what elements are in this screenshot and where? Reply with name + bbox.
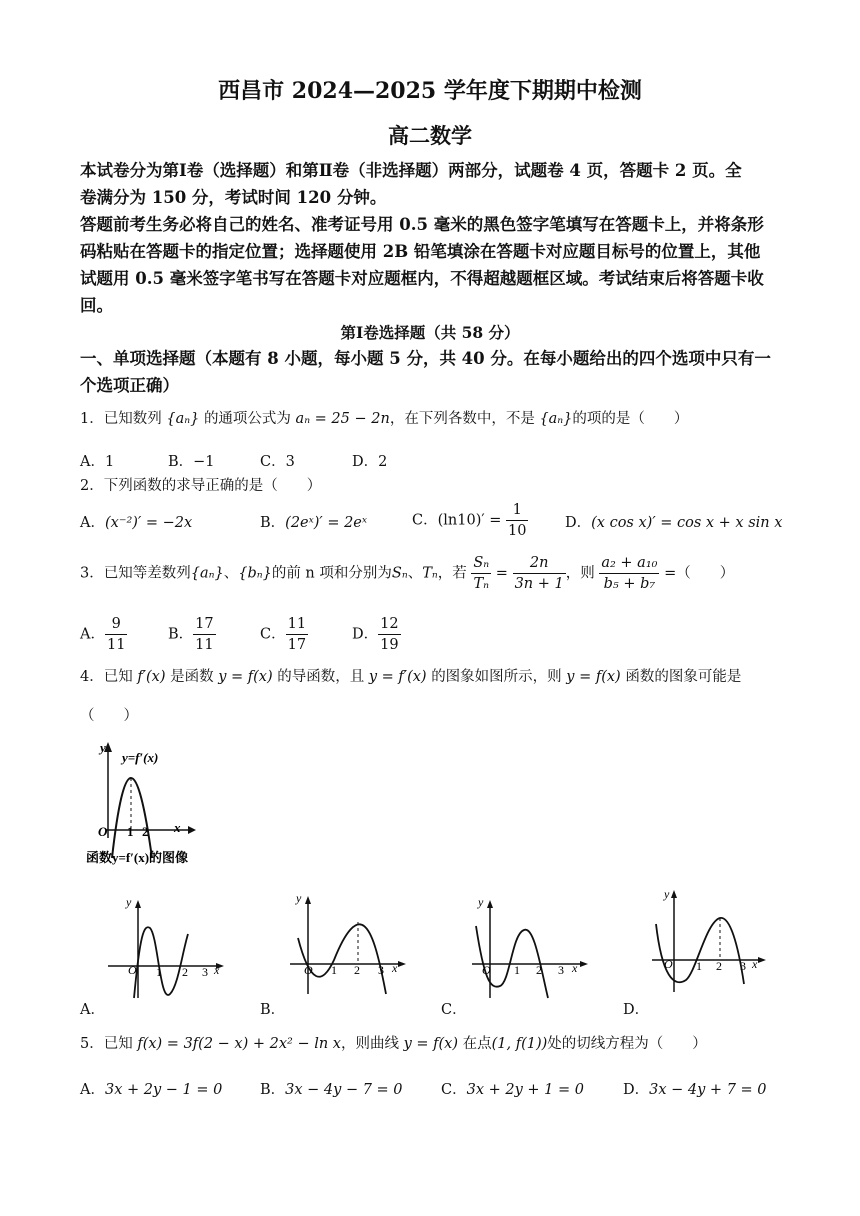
q-text: 已知 [103, 669, 133, 685]
q1-option-c[interactable] [260, 450, 295, 471]
option-label: D． [352, 454, 379, 470]
numerator: 2n [513, 553, 566, 574]
option-value: 3x − 4y + 7 = 0 [649, 1082, 767, 1098]
question-number: 5． [80, 1036, 104, 1052]
q-text: ，则曲线 [340, 1036, 399, 1052]
option-label: A． [80, 454, 105, 470]
q-text: ，若 [437, 565, 467, 582]
q4-graph-d [648, 888, 774, 994]
tick-2: 2 [142, 824, 149, 839]
q-text: 已知 [103, 1036, 133, 1052]
q-text: 已知数列 [103, 411, 162, 427]
q-text: 下列函数的求导正确的是（ ） [103, 478, 322, 494]
origin-label: O [482, 963, 491, 977]
q-text: = [495, 565, 508, 582]
math-seq: {aₙ} [166, 411, 200, 427]
q-text: 的通项公式为 [203, 411, 291, 427]
q1-option-a[interactable] [80, 450, 114, 471]
q-text: 的图象如图所示，则 [431, 669, 562, 685]
part1-line: 一、单项选择题（本题有 8 小题，每小题 5 分，共 40 分。在每小题给出的四个选项中只有一 [80, 349, 771, 368]
section-title: 第Ⅰ卷选择题（共 58 分） [340, 323, 520, 342]
subject-title: 高二数学 [388, 123, 472, 148]
q3-option-b[interactable] [168, 614, 216, 655]
denominator: 11 [195, 637, 214, 653]
option-label: D． [352, 626, 379, 643]
question-2 [80, 474, 321, 498]
option-value: (2eˣ)′ = 2eˣ [285, 515, 368, 531]
option-label: A． [80, 515, 105, 531]
q-text: 函数的图象可能是 [625, 669, 742, 685]
option-value: (x⁻²)′ = −2x [104, 515, 193, 531]
fraction [506, 500, 528, 541]
fraction [599, 553, 659, 594]
question-5 [80, 1032, 707, 1056]
numerator: Sₙ [471, 553, 491, 574]
numerator: a₂ + a₁₀ [599, 553, 659, 574]
math-seq: {aₙ} [539, 411, 573, 427]
q-text: 的导函数，且 [277, 669, 365, 685]
denominator: 3n + 1 [514, 576, 564, 592]
q1-option-d[interactable] [352, 450, 387, 471]
math-formula: y = f(x) [403, 1036, 458, 1052]
origin-label: O [664, 957, 673, 971]
fraction [193, 614, 215, 655]
fraction [105, 614, 127, 655]
option-value: 1 [104, 454, 115, 470]
denominator: 10 [508, 523, 527, 539]
tick-1: 1 [127, 824, 134, 839]
x-label: x [752, 957, 758, 971]
derivative-graph [84, 738, 204, 866]
instructions [80, 157, 790, 319]
instr-line: 码粘贴在答题卡的指定位置；选择题使用 2B 铅笔填涂在答题卡对应题目标号的位置上，其他 [80, 242, 761, 261]
origin-label: O [128, 963, 137, 977]
question-1 [80, 407, 688, 431]
fraction [378, 614, 400, 655]
exam-title: 西昌市 2024—2025 学年度下期期中检测 [218, 78, 642, 104]
x-label: x [572, 961, 578, 975]
option-label: D． [623, 1082, 650, 1098]
tick-2: 2 [354, 963, 360, 977]
question-number: 1． [80, 411, 104, 427]
math-formula: y = f′(x) [368, 669, 427, 685]
q4-graph-c [468, 894, 594, 1000]
q-text: 、 [407, 565, 423, 582]
option-label: B． [260, 515, 286, 531]
x-axis-arrow [580, 961, 588, 967]
x-axis-arrow [758, 957, 766, 963]
tick-3: 3 [378, 963, 384, 977]
option-label: A． [80, 626, 105, 643]
y-label: y [296, 891, 302, 905]
fraction [513, 553, 566, 594]
math-formula: f(x) = 3f(2 − x) + 2x² − ln x [137, 1036, 341, 1052]
fraction [471, 553, 491, 594]
x-label: x [214, 963, 220, 977]
instr-line: 答题前考生务必将自己的姓名、准考证号用 0.5 毫米的黑色签字笔填写在答题卡上，并将条形 [80, 215, 764, 234]
option-value: 3x − 4y − 7 = 0 [285, 1082, 403, 1098]
numerator: 1 [506, 500, 528, 521]
derivative-curve [112, 778, 152, 858]
option-label: D． [565, 515, 592, 531]
tick-2: 2 [536, 963, 542, 977]
math-seq: {aₙ} [190, 565, 224, 582]
option-label: B． [260, 1082, 286, 1098]
q4-option-c[interactable]: C． [441, 1002, 467, 1018]
q5-option-d[interactable] [623, 1078, 767, 1099]
q-text: ，则 [565, 565, 595, 582]
q2-option-c[interactable] [412, 500, 528, 541]
denominator: 11 [106, 637, 126, 653]
numerator: 12 [378, 614, 400, 635]
instr-line: 本试卷分为第Ⅰ卷（选择题）和第Ⅱ卷（非选择题）两部分，试题卷 4 页，答题卡 2 页。全 [80, 161, 742, 180]
origin-label: O [304, 963, 313, 977]
tick-2: 2 [182, 965, 188, 979]
q-text: 已知等差数列 [103, 565, 191, 582]
math-formula: aₙ = 25 − 2n [295, 411, 390, 427]
part1-heading [80, 345, 790, 399]
denominator: 17 [287, 637, 307, 653]
x-axis-arrow [398, 961, 406, 967]
numerator: 9 [105, 614, 127, 635]
option-value: 2 [378, 454, 388, 470]
question-4 [80, 665, 741, 689]
q2-option-a[interactable] [80, 511, 192, 532]
q4-graph-a [104, 894, 230, 1000]
option-label: C． [260, 454, 286, 470]
numerator: 11 [286, 614, 308, 635]
graph-caption: 函数y=f′(x)的图像 [86, 850, 189, 865]
q3-option-d[interactable] [352, 614, 401, 655]
q5-option-b[interactable] [260, 1078, 403, 1099]
option-label: A． [80, 1082, 105, 1098]
q4-option-a[interactable]: A． [80, 1002, 105, 1018]
instr-line: 回。 [80, 296, 113, 315]
question-4-paren: （ ） [80, 708, 138, 724]
math-tn: Tₙ [422, 565, 438, 582]
tick-1: 1 [331, 963, 337, 977]
denominator: 19 [380, 637, 399, 653]
option-label: C． [412, 512, 438, 529]
option-label: C． [260, 626, 286, 643]
option-value: 3 [285, 454, 295, 470]
math-sn: Sₙ [391, 565, 408, 582]
instr-line: 卷满分为 150 分，考试时间 120 分钟。 [80, 188, 387, 207]
q4-graph-b [286, 890, 412, 996]
y-label: y [664, 888, 670, 901]
tick-1: 1 [156, 965, 162, 979]
math-point: (1, f(1)) [491, 1036, 548, 1052]
tick-1: 1 [696, 959, 702, 973]
y-axis-arrow [305, 896, 311, 904]
q2-option-d[interactable] [565, 511, 782, 532]
curve [656, 918, 744, 984]
q2-option-b[interactable] [260, 511, 367, 532]
numerator: 17 [193, 614, 215, 635]
curve [134, 927, 188, 998]
q-text: 的项的是（ ） [572, 411, 689, 427]
q1-option-b[interactable] [168, 450, 215, 471]
q5-option-a[interactable] [80, 1078, 222, 1099]
instr-line: 试题用 0.5 毫米签字笔书写在答题卡对应题框内，不得超越题框区域。考试结束后将答题卡收 [80, 269, 764, 288]
option-label: C． [441, 1082, 467, 1098]
denominator: Tₙ [473, 576, 490, 592]
q-text: ，在下列各数中，不是 [389, 411, 535, 427]
q4-option-b[interactable]: B． [260, 1002, 286, 1018]
curve [476, 926, 548, 998]
math-formula: y = f(x) [218, 669, 273, 685]
tick-3: 3 [558, 963, 564, 977]
option-value: (ln10)′ = [437, 512, 502, 529]
q-text: 、 [223, 565, 239, 582]
q-text: 的前 n 项和分别为 [271, 565, 392, 582]
option-value: −1 [193, 454, 215, 470]
q5-option-c[interactable] [441, 1078, 584, 1099]
math-formula: y = f(x) [566, 669, 621, 685]
denominator: b₅ + b₇ [603, 576, 656, 592]
q-text: 在点 [462, 1036, 492, 1052]
math-seq: {bₙ} [238, 565, 272, 582]
math-formula: f′(x) [137, 669, 166, 685]
x-label: x [174, 820, 181, 835]
question-number: 4． [80, 669, 104, 685]
tick-2: 2 [716, 959, 722, 973]
x-axis-arrow [188, 826, 196, 834]
part1-line: 个选项正确） [80, 376, 179, 395]
tick-3: 3 [202, 965, 208, 979]
question-number: 2． [80, 478, 104, 494]
y-label: y [100, 740, 106, 755]
option-label: B． [168, 454, 194, 470]
y-axis-arrow [135, 900, 141, 908]
q3-option-c[interactable] [260, 614, 308, 655]
q3-option-a[interactable] [80, 614, 127, 655]
option-value: 3x + 2y − 1 = 0 [104, 1082, 223, 1098]
fraction [286, 614, 308, 655]
option-value: (x cos x)′ = cos x + x sin x [591, 515, 783, 531]
y-label: y [126, 895, 132, 909]
tick-3: 3 [740, 959, 746, 973]
question-3 [80, 553, 734, 594]
y-label: y [478, 895, 484, 909]
q4-option-d[interactable]: D． [623, 1002, 650, 1018]
option-value: 3x + 2y + 1 = 0 [466, 1082, 584, 1098]
curve-label: y=f′(x) [122, 750, 159, 765]
q-text: =（ ） [664, 565, 735, 582]
option-label: B． [168, 626, 194, 643]
y-axis-arrow [671, 890, 677, 898]
y-axis-arrow [487, 900, 493, 908]
tick-1: 1 [514, 963, 520, 977]
q-text: 处的切线方程为（ ） [547, 1036, 707, 1052]
origin-label: O [98, 824, 108, 839]
q-text: 是函数 [170, 669, 214, 685]
x-label: x [392, 961, 398, 975]
question-number: 3． [80, 565, 104, 582]
curve [298, 924, 386, 994]
